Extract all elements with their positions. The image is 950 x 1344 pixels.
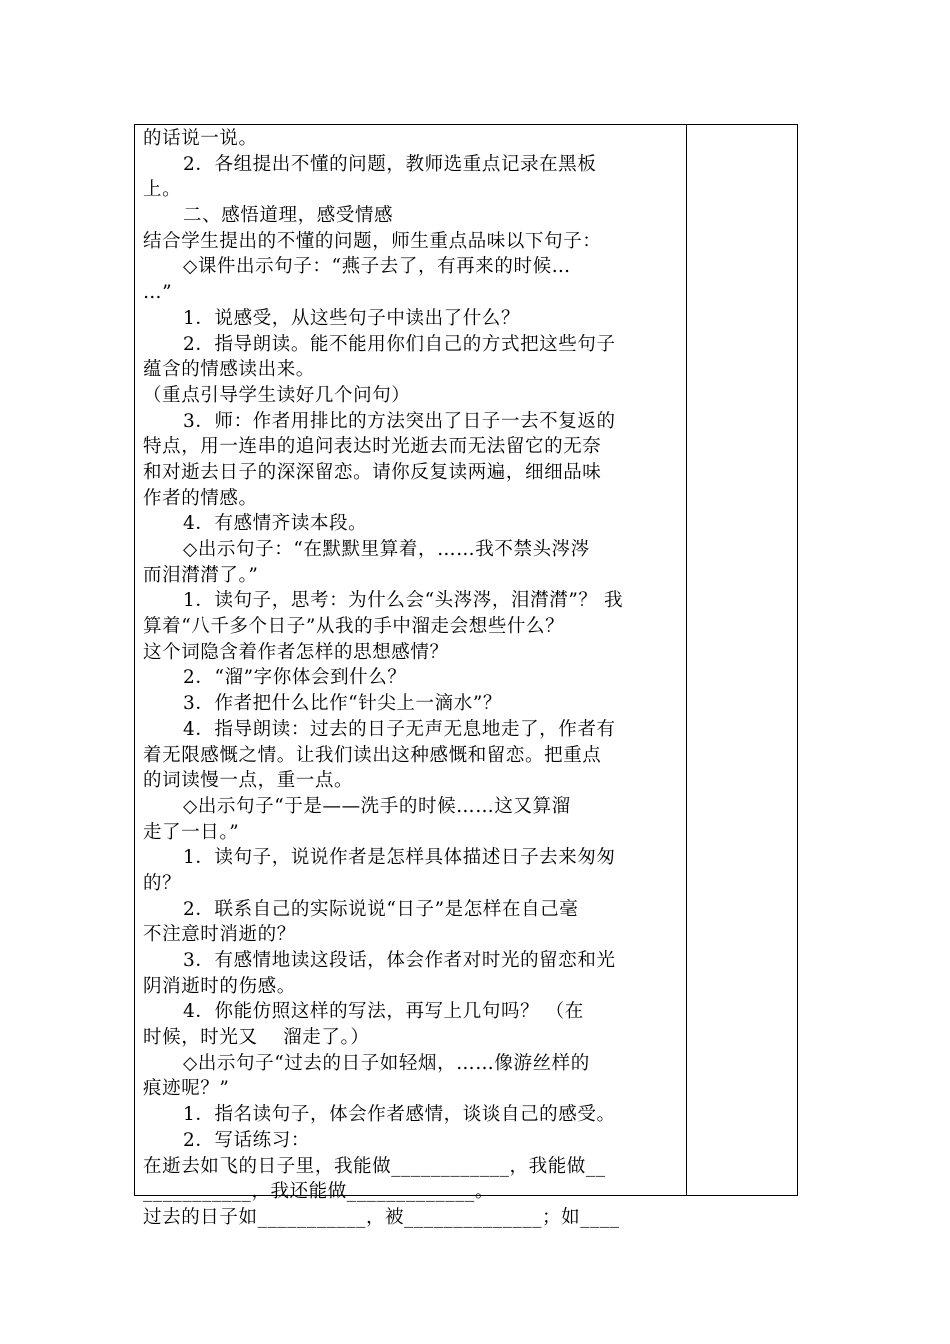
text-line: 时候，时光又 溜走了。）: [143, 1027, 370, 1049]
text-line: ◇出示句子：“在默默里算着，……我不禁头涔涔: [183, 539, 590, 560]
notes-cell: [687, 125, 797, 1195]
text-line: 痕迹呢？”: [143, 1078, 230, 1100]
text-line: 4．有感情齐读本段。: [183, 513, 368, 535]
text-line: 这个词隐含着作者怎样的思想感情？: [143, 641, 449, 663]
fill-in-line: 在逝去如飞的日子里，我能做____________，我能做__: [143, 1155, 606, 1177]
text-line: 的？: [143, 872, 182, 894]
text-line: 2．各组提出不懂的问题，教师选重点记录在黑板: [183, 153, 597, 175]
text-line: 蕴含的情感读出来。: [143, 359, 315, 381]
text-line: ◇出示句子“于是——洗手的时候……这又算溜: [183, 795, 571, 817]
text-line: 作者的情感。: [143, 487, 258, 509]
text-line: 而泪潸潸了。”: [143, 564, 259, 586]
text-line: 1．指名读句子，体会作者感情，谈谈自己的感受。: [183, 1104, 616, 1126]
text-line: 和对逝去日子的深深留恋。请你反复读两遍，细细品味: [143, 461, 602, 483]
text-line: 走了一日。”: [143, 821, 240, 843]
text-line: 1．读句子，思考：为什么会“头涔涔，泪潸潸”？ 我: [183, 590, 624, 612]
text-line: 2．联系自己的实际说说“日子”是怎样在自己毫: [183, 898, 579, 920]
text-line: 1．读句子，说说作者是怎样具体描述日子去来匆匆: [183, 847, 616, 869]
text-line: 2．指导朗读。能不能用你们自己的方式把这些句子: [183, 333, 616, 355]
text-line: 1．说感受，从这些句子中读出了什么？: [183, 307, 521, 329]
text-line: 2．写话练习：: [183, 1129, 310, 1151]
text-line: 3．作者把什么比作“针尖上一滴水”？: [183, 693, 502, 715]
fill-in-line: ___________，我还能做_____________。: [143, 1181, 495, 1203]
text-line: 阴消逝时的伤感。: [143, 975, 296, 997]
text-line: …”: [143, 282, 173, 304]
text-line: 的词读慢一点，重一点。: [143, 770, 354, 792]
text-line: 3．有感情地读这段话，体会作者对时光的留恋和光: [183, 950, 616, 971]
text-line: 着无限感慨之情。让我们读出这种感慨和留恋。把重点: [143, 744, 602, 766]
lesson-table: [134, 124, 798, 1228]
text-line: 不注意时消逝的？: [143, 924, 296, 946]
text-line: 4．指导朗读：过去的日子无声无息地走了，作者有: [183, 718, 616, 740]
text-line: 2．“溜”字你体会到什么？: [183, 667, 407, 689]
text-line: 3．师：作者用排比的方法突出了日子一去不复返的: [183, 410, 616, 432]
lesson-content-cell: [143, 126, 681, 1231]
text-line: （重点引导学生读好几个问句）: [143, 384, 411, 406]
text-line: 的话说一说。: [143, 128, 258, 149]
text-line: ◇出示句子“过去的日子如轻烟，……像游丝样的: [183, 1052, 590, 1074]
text-line: 算着“八千多个日子”从我的手中溜走会想些什么？: [143, 616, 565, 638]
text-line: 4．你能仿照这样的写法，再写上几句吗？ （在: [183, 1001, 584, 1023]
section-heading: 二、感悟道理，感受情感: [183, 205, 394, 227]
text-line: 特点，用一连串的追问表达时光逝去而无法留它的无奈: [143, 436, 602, 458]
text-line: ◇课件出示句子：“燕子去了，有再来的时候…: [183, 256, 571, 278]
fill-in-line: 过去的日子如___________，被______________；如____: [143, 1206, 620, 1228]
text-line: 结合学生提出的不懂的问题，师生重点品味以下句子：: [143, 230, 602, 252]
text-line: 上。: [143, 179, 182, 201]
